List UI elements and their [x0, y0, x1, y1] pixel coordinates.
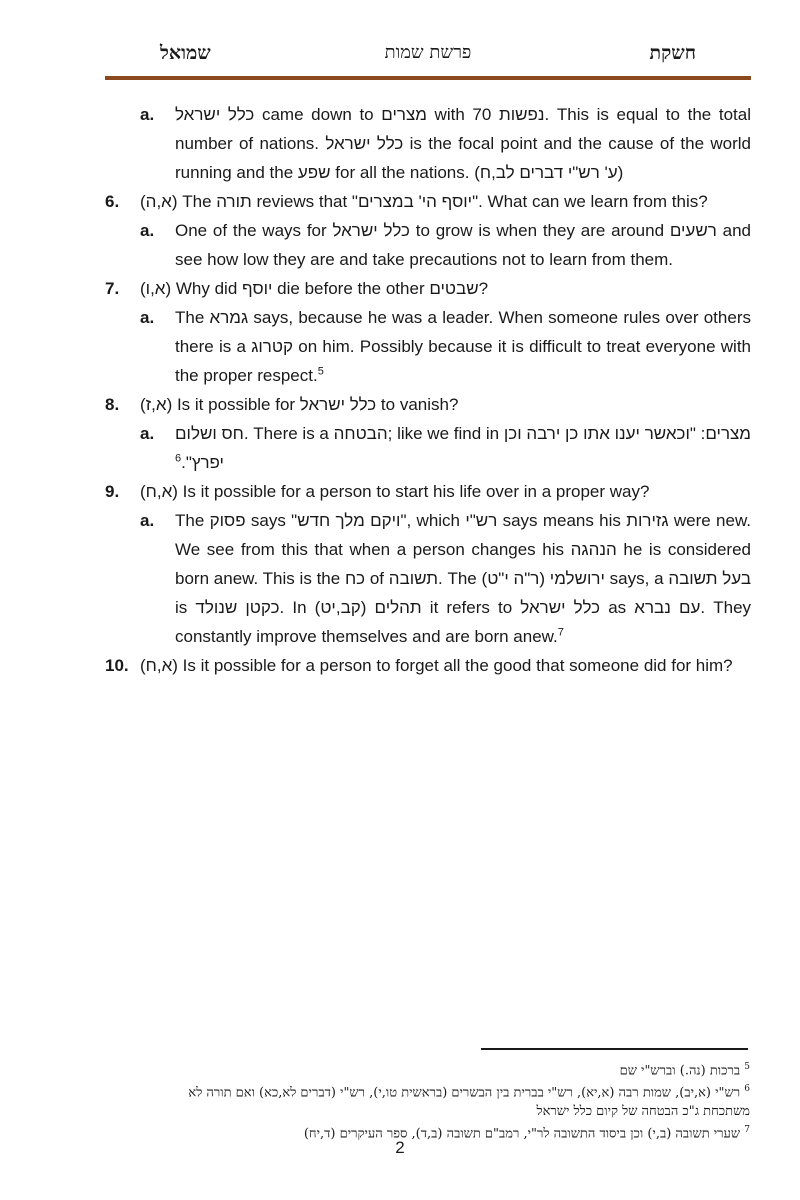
answer-letter: a.: [140, 221, 155, 240]
footnote-number: 6: [744, 1084, 750, 1095]
question-number: 7.: [105, 279, 120, 298]
qa-list: [105, 100, 751, 680]
question: [105, 477, 751, 506]
question-text: (א,ה) The תורה reviews that "יוסף הי' במצרים". What can we learn from this?: [140, 192, 708, 211]
footnote-text: ברכות (נה.) וברש"י שם: [619, 1063, 741, 1079]
qa-item: [105, 477, 751, 651]
footnote-ref: 6: [175, 452, 182, 465]
answer-letter: a.: [140, 105, 155, 124]
header-rule: [105, 76, 751, 80]
answer: [140, 303, 751, 390]
answer: [140, 506, 751, 651]
question: [105, 390, 751, 419]
answer-text: חס ושלום. There is a הבטחה; like we find in מצרים: "וכאשר יענו אתו כן ירבה וכן יפרץ".: [175, 424, 751, 472]
answer: [140, 419, 751, 477]
footnote: [150, 1058, 750, 1080]
answer: [140, 216, 751, 274]
footnote-ref: 5: [317, 365, 324, 378]
footnote-number: 5: [744, 1062, 750, 1072]
footnote-separator: [481, 1048, 748, 1050]
answer-letter: a.: [140, 424, 155, 443]
answer-letter: a.: [140, 511, 155, 530]
question-text: (א,ח) Is it possible for a person to start his life over in a proper way?: [140, 482, 650, 501]
question-number: 9.: [105, 482, 120, 501]
qa-item: [105, 651, 751, 680]
answer-text: כלל ישראל came down to מצרים with 70 נפשות. This is equal to the total number of nations. כלל ישראל is the focal point and the cause of the world running and the שפע for all the nations. (ע' רש"י דברים לב,ח): [175, 105, 752, 182]
question-text: (א,ז) Is it possible for כלל ישראל to vanish?: [140, 395, 459, 414]
answer-text: The פסוק says "ויקם מלך חדש", which רש"י says means his גזירות were new. We see from this that when a person changes his הנהגה he is considered born anew. This is the כח of תשובה. The (ירושלמי (ר"ה י"ט says, a בעל תשובה is כקטן שנולד. In (קב,יט) תהלים it refers to כלל ישראל as עם נברא. They constantly improve themselves and are born anew.: [175, 511, 752, 646]
header-right: חשקת: [649, 42, 696, 64]
qa-item: [105, 274, 751, 390]
question-number: 10.: [105, 656, 129, 675]
qa-item: [105, 100, 751, 187]
footnote-text: שערי תשובה (ב,י) וכן ביסוד התשובה לר"י, רמב"ם תשובה (ב,ד), ספר העיקרים (ד,יח): [303, 1125, 741, 1141]
question-number: 8.: [105, 395, 120, 414]
answer-letter: a.: [140, 308, 155, 327]
qa-item: [105, 187, 751, 274]
question: [105, 187, 751, 216]
footnote-text: רש"י (א,יב), שמות רבה (א,יא), רש"י בברית בין הבשרים (בראשית טו,י), רש"י (דברים לא,כא) ואם תורה לא משתכחת ג"כ הבטחה של קיום כלל ישראל: [188, 1085, 750, 1119]
running-header: [105, 40, 751, 74]
question: [105, 274, 751, 303]
answer-text: One of the ways for כלל ישראל to grow is when they are around רשעים and see how low they are and take precautions not to learn from them.: [175, 221, 751, 269]
qa-item: [105, 390, 751, 477]
header-left: שמואל: [160, 42, 211, 64]
question: [105, 651, 751, 680]
footnote-number: 7: [744, 1124, 750, 1135]
question-number: 6.: [105, 192, 120, 211]
footnote-ref: 7: [557, 626, 564, 639]
footnotes: [150, 1058, 750, 1143]
question-text: (א,ח) Is it possible for a person to forget all the good that someone did for him?: [140, 656, 733, 675]
footnote: [150, 1080, 750, 1120]
answer-text: The גמרא says, because he was a leader. When someone rules over others there is a קטרוג on him. Possibly because it is difficult to treat everyone with the proper respect.: [175, 308, 751, 385]
header-center: פרשת שמות: [384, 42, 472, 63]
answer: [140, 100, 751, 187]
question-text: (א,ו) Why did יוסף die before the other שבטים?: [140, 279, 489, 298]
page-number: 2: [395, 1138, 405, 1157]
